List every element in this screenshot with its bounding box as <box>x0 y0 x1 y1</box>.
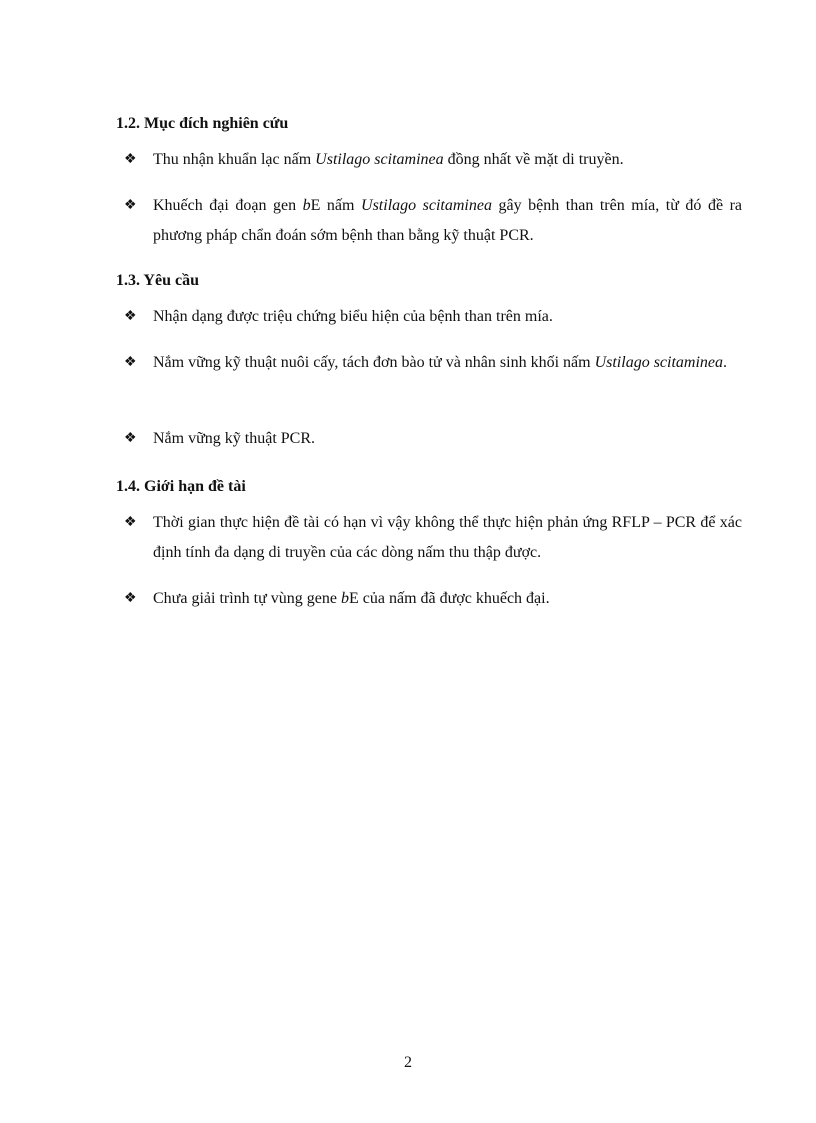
list-item-text <box>153 191 742 251</box>
list-item-text <box>153 348 742 378</box>
italic-text-run: Ustilago scitaminea <box>594 354 724 371</box>
heading-requirements: 1.3. Yêu cầu <box>116 272 199 289</box>
text-run: Thu nhận khuẩn lạc nấm <box>153 151 316 168</box>
diamond-bullet-icon: ❖ <box>124 198 137 213</box>
text-run: . <box>723 354 728 371</box>
list-item <box>124 424 742 454</box>
list-item <box>124 348 742 378</box>
text-run: gây bệnh than trên mía, từ đó đề ra phương pháp chẩn đoán sớm bệnh than bằng kỹ thuật PCR. <box>153 197 743 244</box>
list-item-text <box>153 508 742 568</box>
italic-text-run: Ustilago scitaminea <box>361 197 492 214</box>
text-run: E của nấm đã được khuếch đại. <box>348 590 550 607</box>
list-item <box>124 508 742 568</box>
diamond-bullet-icon: ❖ <box>124 152 137 167</box>
text-run: Nắm vững kỹ thuật PCR. <box>153 430 316 447</box>
diamond-bullet-icon: ❖ <box>124 591 137 606</box>
list-item-text <box>153 145 742 175</box>
text-run: Thời gian thực hiện đề tài có hạn vì vậy không thể thực hiện phản ứng RFLP – PCR để xác định tính đa dạng di truyền của các dòng nấm thu thập được. <box>153 514 742 561</box>
heading-research-purpose: 1.2. Mục đích nghiên cứu <box>116 115 289 132</box>
list-item <box>124 191 742 251</box>
text-run: E nấm <box>310 197 362 214</box>
diamond-bullet-icon: ❖ <box>124 431 137 446</box>
diamond-bullet-icon: ❖ <box>124 515 137 530</box>
italic-text-run: Ustilago scitaminea <box>315 151 444 168</box>
text-run: Chưa giải trình tự vùng gene <box>153 590 341 607</box>
text-run: Khuếch đại đoạn gen <box>153 197 303 214</box>
diamond-bullet-icon: ❖ <box>124 309 137 324</box>
list-item-text <box>153 302 742 332</box>
italic-text-run: b <box>340 590 349 607</box>
text-run: Nhận dạng được triệu chứng biểu hiện của bệnh than trên mía. <box>153 308 553 325</box>
list-item-text <box>153 584 742 614</box>
diamond-bullet-icon: ❖ <box>124 355 137 370</box>
italic-text-run: b <box>302 197 311 214</box>
text-run: đồng nhất về mặt di truyền. <box>443 151 624 168</box>
text-run: Nắm vững kỹ thuật nuôi cấy, tách đơn bào tử và nhân sinh khối nấm <box>153 354 595 371</box>
page-number: 2 <box>404 1054 412 1071</box>
heading-scope-limits: 1.4. Giới hạn đề tài <box>116 478 246 495</box>
list-item <box>124 584 742 614</box>
list-item <box>124 302 742 332</box>
list-item <box>124 145 742 175</box>
list-item-text <box>153 424 742 454</box>
